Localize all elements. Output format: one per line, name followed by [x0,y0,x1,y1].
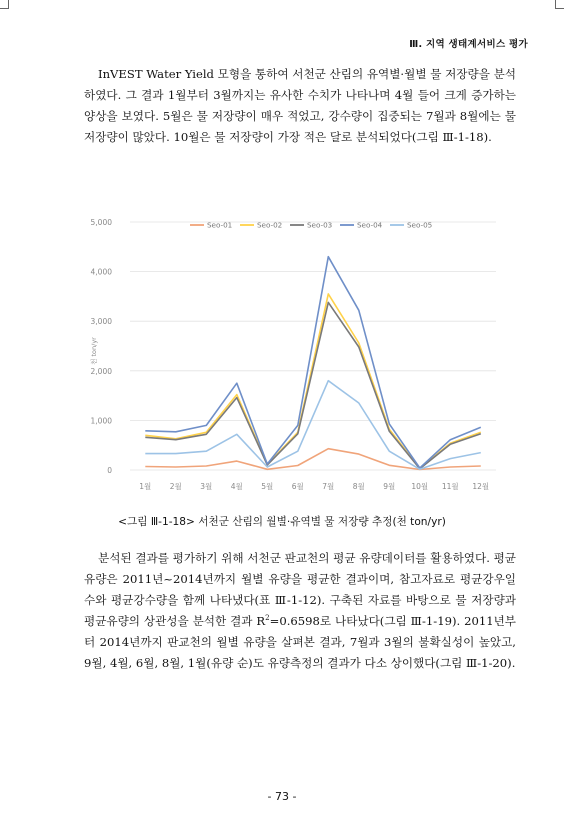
y-tick-label: 3,000 [90,317,112,327]
y-axis-label: 천 ton/yr [90,337,98,365]
x-tick-label: 9월 [383,482,396,491]
x-tick-label: 1월 [139,482,152,491]
x-tick-label: 3월 [200,482,213,491]
y-tick-label: 5,000 [90,218,112,227]
legend-label: Seo-05 [407,220,433,230]
x-tick-label: 8월 [352,482,365,491]
paragraph-2-text-before: 분석된 결과를 평가하기 위해 서천군 판교천의 평균 유량데이터를 활용하였다. 평균 유량은 2011년~2014년까지 월별 유량을 평균한 결과이며, 참고자료로 평균강우일수와 평균강수량을 함께 나타냈다(표 Ⅲ-1-12). 구축된 자료를 바탕으로 물 저장량과 평균유량의 상관성을 분석한 결과 R [84,551,516,628]
legend-label: Seo-03 [307,220,333,230]
legend-label: Seo-01 [207,220,233,230]
crop-mark-top-left [0,0,9,9]
page-number: - 73 - [267,790,297,803]
y-tick-label: 4,000 [90,267,112,277]
figure-caption: <그림 Ⅲ-1-18> 서천군 산림의 월별·유역별 물 저장량 추정(천 ton/yr) [118,516,446,528]
running-header: Ⅲ. 지역 생태계서비스 평가 [409,39,528,50]
x-tick-label: 5월 [261,482,274,491]
r-squared-superscript: 2 [265,614,270,623]
chart-background [82,205,518,501]
water-storage-figure [82,205,518,501]
y-tick-label: 0 [107,466,112,475]
x-tick-label: 12월 [472,482,490,491]
water-storage-line-chart [82,205,518,501]
x-tick-label: 7월 [322,482,335,491]
x-tick-label: 2월 [169,482,182,491]
body-paragraph-1 [84,64,516,148]
crop-mark-top-right [555,0,564,9]
paragraph-1-text: InVEST Water Yield 모형을 통하여 서천군 산림의 유역별·월별 물 저장량을 분석하였다. 그 결과 1월부터 3월까지는 유사한 수치가 나타나며 4월 들어 크게 증가하는 양상을 보였다. 5월은 물 저장량이 매우 적었고, 강수량이 집중되는 7월과 8월에는 물 저장량이 많았다. 10월은 물 저장량이 가장 적은 달로 분석되었다(그림 Ⅲ-1-18). [84,67,516,144]
paragraph-2-text-after: =0.6598로 나타났다(그림 Ⅲ-1-19). 2011년부터 2014년까지 판교천의 월별 유량을 살펴본 결과, 7월과 3월의 불확실성이 높았고, 9월, 4월, 6월, 8월, 1월(유량 순)도 유량측정의 결과가 다소 상이했다(그림 Ⅲ-1-20). [84,614,516,670]
y-tick-label: 2,000 [90,366,112,376]
body-paragraph-2 [84,548,516,674]
x-tick-label: 10월 [411,482,429,491]
x-tick-label: 6월 [291,482,304,491]
legend-label: Seo-02 [257,220,283,230]
legend-label: Seo-04 [357,220,383,230]
y-tick-label: 1,000 [90,416,112,426]
paragraph-2-text [84,548,516,674]
x-tick-label: 11월 [441,482,459,491]
x-tick-label: 4월 [230,482,243,491]
